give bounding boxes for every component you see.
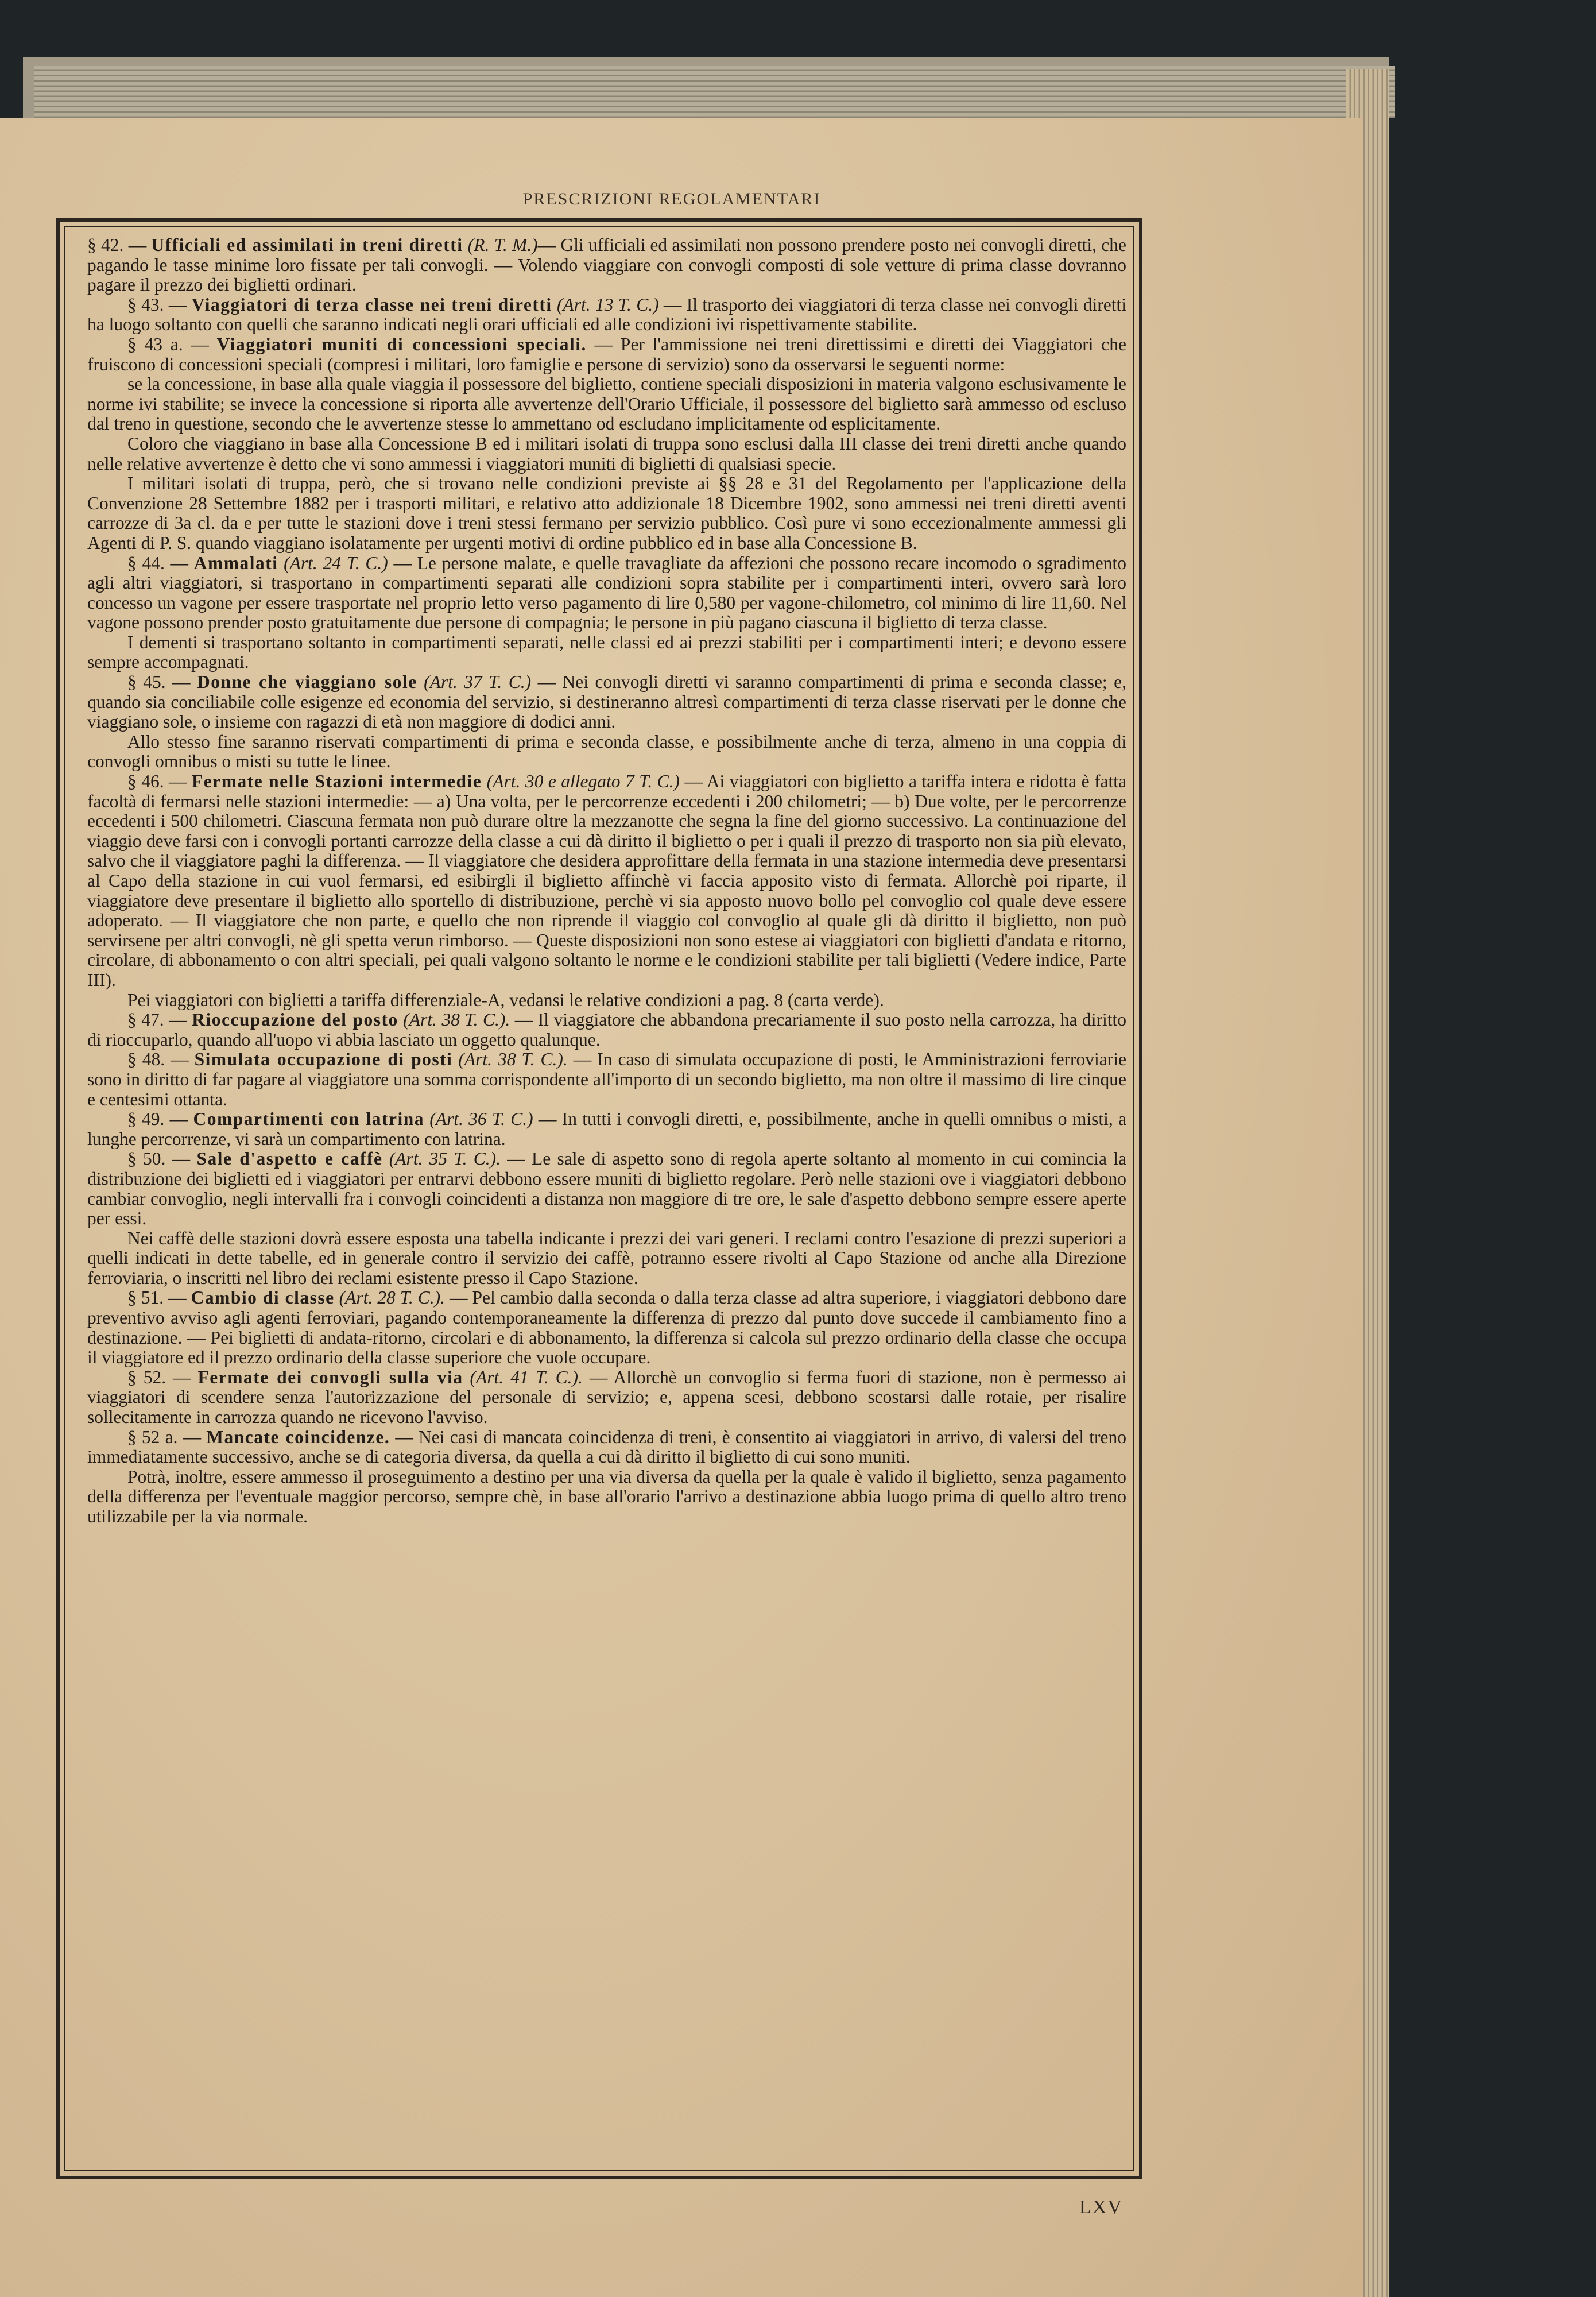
paragraph-section-52a: § 52 a. — Mancate coincidenze. — Nei casi di mancata coincidenza di treni, è consentito ai viaggiatori in arrivo, di valersi del treno immediatamente successivo, anche se di categoria diversa, da quella a cui dà diritto il biglietto di cui sono muniti. <box>87 1426 1126 1467</box>
paragraph-section-49: § 49. — Compartimenti con latrina (Art. 36 T. C.) — In tutti i convogli diretti, e, possibilmente, anche in quelli omnibus o misti, a lunghe percorrenze, vi sarà un compartimento con latrina. <box>87 1109 1126 1149</box>
paragraph-section-45: § 45. — Donne che viaggiano sole (Art. 37 T. C.) — Nei convogli diretti vi saranno compartimenti di prima e seconda classe; e, quando sia conciliabile colle esigenze ed economia del servizio, si destineranno altresì compartimenti di terza classe riservati per le donne che viaggiano sole, o insieme con ragazzi di età non maggiore di dodici anni. <box>87 672 1126 732</box>
page-number: LXV <box>1079 2197 1123 2218</box>
paragraph-text: Nei caffè delle stazioni dovrà essere esposta una tabella indicante i prezzi dei vari generi. I reclami contro l'esazione di prezzi superiori a quelli indicati in dette tabelle, ed in generale contro il servizio dei caffè, potranno essere rivolti al Capo Stazione od anche alla Direzione ferroviaria, o inscritti nel libro dei reclami esistente presso il Capo Stazione. <box>87 1228 1126 1288</box>
paragraph-section-51: § 51. — Cambio di classe (Art. 28 T. C.). — Pel cambio dalla seconda o dalla terza classe ad altra superiore, i viaggiatori debbono dare preventivo avviso agli agenti ferroviari, pagando contemporaneamente la differenza di prezzo dal punto dove succede il cambiamento fino a destinazione. — Pei biglietti di andata-ritorno, circolari e di abbonamento, la differenza si calcola sul prezzo ordinario della classe che occupa il viaggiatore ed il prezzo ordinario della classe superiore che vuole occupare. <box>87 1287 1126 1368</box>
paragraph-section-42: § 42. — Ufficiali ed assimilati in treni diretti (R. T. M.)— Gli ufficiali ed assimilati non possono prendere posto nei convogli diretti, che pagando le tasse minime loro fissate per tali convogli. — Volendo viaggiare con convogli composti di sole vetture di prima classe dovranno pagare il prezzo dei biglietti ordinari. <box>87 235 1126 295</box>
paragraph-text: I dementi si trasportano soltanto in compartimenti separati, nelle classi ed ai prezzi stabiliti per i compartimenti interi; e devono essere sempre accompagnati. <box>87 632 1126 672</box>
book-top-page-stack <box>34 66 1395 118</box>
paragraph-text: Potrà, inoltre, essere ammesso il proseguimento a destino per una via diversa da quella per la quale è valido il biglietto, senza pagamento della differenza per l'eventuale maggior percorso, sempre chè, in base all'orario l'arrivo a destinazione abbia luogo prima di quello altro treno utilizzabile per la via normale. <box>87 1466 1126 1526</box>
paragraph-text: Pei viaggiatori con biglietti a tariffa differenziale-A, vedansi le relative condizioni a pag. 8 (carta verde). <box>127 989 884 1010</box>
paragraph-text: Coloro che viaggiano in base alla Concessione B ed i militari isolati di truppa sono esclusi dalla III classe dei treni diretti anche quando nelle relative avvertenze è detto che vi sono ammessi i viaggiatori muniti di biglietti di qualsiasi specie. <box>87 433 1126 474</box>
paragraph-text: Allo stesso fine saranno riservati compartimenti di prima e seconda classe, e possibilmente anche di terza, almeno in una coppia di convogli omnibus o misti su tutte le linee. <box>87 731 1126 772</box>
paragraph-text: I militari isolati di truppa, però, che si trovano nelle condizioni previste ai §§ 28 e 31 del Regolamento per l'applicazione della Convenzione 28 Settembre 1882 per i trasporti militari, e relativo atto addizionale 18 Dicembre 1902, sono ammessi nei treni diretti aventi carrozze di 3a cl. da e per tutte le stazioni dove i treni stessi fermano per servizio pubblico. Così pure vi sono eccezionalmente ammessi gli Agenti di P. S. quando viaggiano isolatamente per urgenti motivi di ordine pubblico ed in base alla Concessione B. <box>87 473 1126 553</box>
paragraph-section-43a: § 43 a. — Viaggiatori muniti di concessioni speciali. — Per l'ammissione nei treni direttissimi e diretti dei Viaggiatori che fruiscono di concessioni speciali (compresi i militari, loro famiglie e persone di servizio) sono da osservarsi le seguenti norme: <box>87 334 1126 374</box>
paragraph-text: se la concessione, in base alla quale viaggia il possessore del biglietto, contiene speciali disposizioni in materia valgono esclusivamente le norme ivi stabilite; se invece la concessione si riporta alle avvertenze dell'Orario Ufficiale, il possessore del biglietto sarà ammesso od escluso dal treno in questione, secondo che le avvertenze stesse lo ammettano od escludano implicitamente od esplicitamente. <box>87 374 1126 434</box>
running-head: PRESCRIZIONI REGOLAMENTARI <box>522 190 821 208</box>
paragraph-section-43: § 43. — Viaggiatori di terza classe nei treni diretti (Art. 13 T. C.) — Il trasporto dei viaggiatori di terza classe nei convogli diretti ha luogo soltanto con quelli che saranno indicati negli orari ufficiali ed alle condizioni ivi rispettivamente stabilite. <box>87 294 1126 335</box>
paragraph-section-46: § 46. — Fermate nelle Stazioni intermedie (Art. 30 e allegato 7 T. C.) — Ai viaggiatori con biglietto a tariffa intera e ridotta è fatta facoltà di fermarsi nelle stazioni intermedie: — a) Una volta, per le percorrenze eccedenti i 200 chilometri; — b) Due volte, per le percorrenze eccedenti i 500 chilometri. Ciascuna fermata non può durare oltre la mezzanotte che segna la fine del giorno successivo. La continuazione del viaggio deve farsi con i convogli portanti carrozze della classe a cui dà diritto il biglietto o per i quali il prezzo di trasporto non sia più elevato, salvo che il viaggiatore paghi la differenza. — Il viaggiatore che desidera approfittare della fermata in una stazione intermedia deve presentarsi al Capo della stazione in cui vuol fermarsi, ed esibirgli il biglietto affinchè vi faccia apposito visto di fermata. Allorchè poi riparte, il viaggiatore deve presentare il biglietto allo sportello di distribuzione, perchè vi sia apposto nuovo bollo pel convoglio col quale deve essere adoperato. — Il viaggiatore che non parte, e quello che non riprende il viaggio col convoglio al quale gli dà diritto il biglietto, non può servirsene per altri convogli, nè gli spetta verun rimborso. — Queste disposizioni non sono estese ai viaggiatori con biglietti d'andata e ritorno, circolare, di abbonamento o con altri speciali, pei quali valgono soltanto le norme e le condizioni stabilite per tali biglietti (Vedere indice, Parte III). <box>87 771 1126 990</box>
paragraph-section-47: § 47. — Rioccupazione del posto (Art. 38 T. C.). — Il viaggiatore che abbandona precariamente il suo posto nella carrozza, ha diritto di rioccuparlo, quando all'uopo vi abbia lasciato un oggetto qualunque. <box>87 1010 1126 1050</box>
paragraph-section-48: § 48. — Simulata occupazione di posti (Art. 38 T. C.). — In caso di simulata occupazione di posti, le Amministrazioni ferroviarie sono in diritto di far pagare al viaggiatore una somma corrispondente all'importo di un secondo biglietto, ma non oltre il massimo di lire cinque e centesimi ottanta. <box>87 1049 1126 1109</box>
paragraph-section-52: § 52. — Fermate dei convogli sulla via (Art. 41 T. C.). — Allorchè un convoglio si ferma fuori di stazione, non è permesso ai viaggiatori di scendere senza l'autorizzazione del personale di servizio; e, appena scesi, debbono scostarsi dalle rotaie, per risalire sollecitamente in carrozza quando ne ricevono l'avviso. <box>87 1367 1126 1428</box>
paragraph-section-44: § 44. — Ammalati (Art. 24 T. C.) — Le persone malate, e quelle travagliate da affezioni che possono recare incomodo o sgradimento agli altri viaggiatori, si trasportano in compartimenti separati alle condizioni sopra stabilite per i compartimenti interi, ovvero sarà loro concesso un vagone per essere trasportate nel proprio letto verso pagamento di lire 0,580 per vagone-chilometro, col minimo di lire 11,60. Nel vagone possono prender posto gratuitamente due persone di compagnia; le persone in più pagano ciascuna il biglietto di terza classe. <box>87 552 1126 633</box>
paragraph-section-50: § 50. — Sale d'aspetto e caffè (Art. 35 T. C.). — Le sale di aspetto sono di regola aperte soltanto al momento in cui comincia la distribuzione dei biglietti ed i viaggiatori per entrarvi debbono essere muniti di biglietto regolare. Però nelle stazioni ove i viaggiatori debbono cambiar convoglio, negli intervalli fra i convogli coincidenti a distanza non maggiore di tre ore, le sale d'aspetto debbono sempre essere aperte per essi. <box>87 1148 1126 1229</box>
page-body-text <box>87 235 1126 2165</box>
